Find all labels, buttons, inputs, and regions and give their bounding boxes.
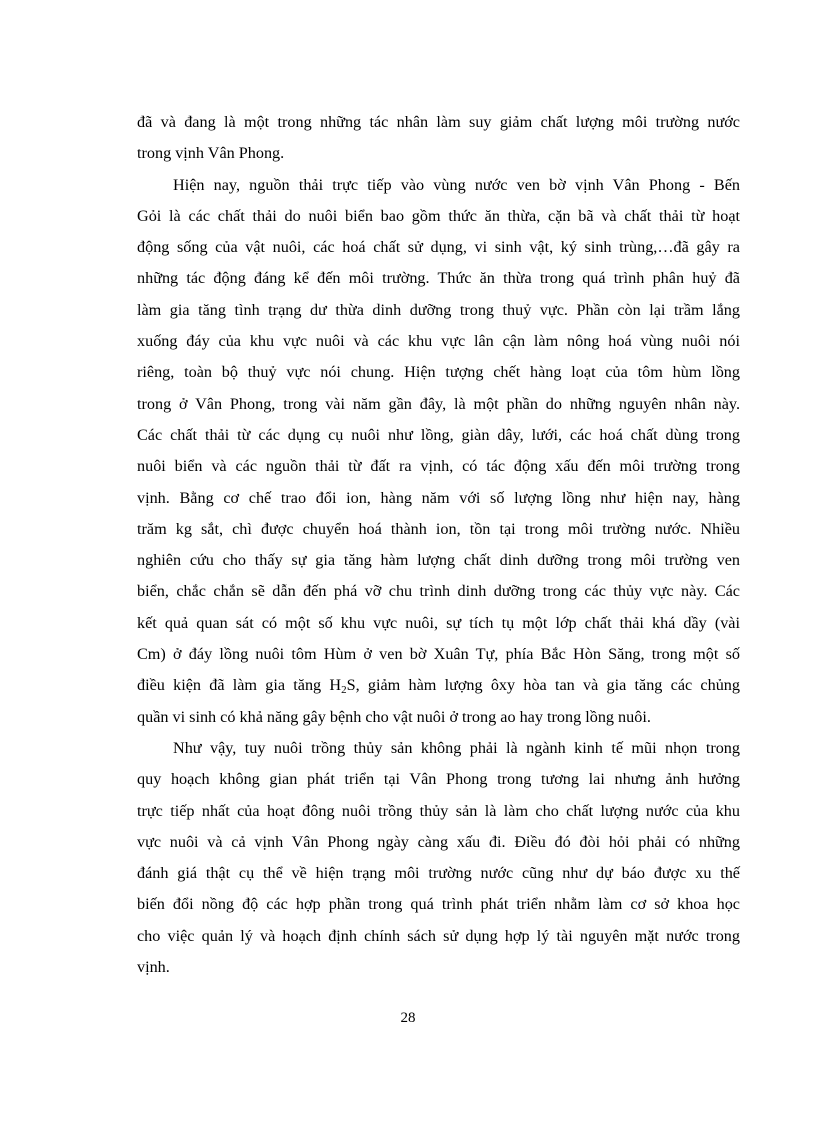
text-line: vịnh. — [137, 958, 170, 977]
text-line: Cm) ở đáy lồng nuôi tôm Hùm ở ven bờ Xuân Tự, phía Bắc Hòn Săng, trong một số — [137, 645, 740, 664]
text-line: vực nuôi và cả vịnh Vân Phong ngày càng xấu đi. Điều đó đòi hỏi phải có những — [137, 832, 740, 851]
text-line: Hiện nay, nguồn thải trực tiếp vào vùng nước ven bờ vịnh Vân Phong - Bến — [173, 175, 740, 194]
text-line: trong vịnh Vân Phong. — [137, 144, 285, 163]
text-line: xuống đáy của khu vực nuôi và các khu vực lân cận làm nông hoá vùng nuôi nói — [137, 332, 740, 351]
text-line: những tác động đáng kể đến môi trường. Thức ăn thừa trong quá trình phân huỷ đã — [137, 269, 740, 288]
text-line: riêng, toàn bộ thuỷ vực nói chung. Hiện tượng chết hàng loạt của tôm hùm lồng — [137, 363, 740, 382]
text-line: Như vậy, tuy nuôi trồng thủy sản không phải là ngành kinh tế mũi nhọn trong — [173, 738, 740, 757]
text-line: nghiên cứu cho thấy sự gia tăng hàm lượng chất dinh dưỡng trong môi trường ven — [137, 551, 740, 570]
text-line: biển, chắc chắn sẽ dẫn đến phá vỡ chu trình dinh dưỡng trong các thủy vực này. Các — [137, 582, 740, 601]
text-line: đánh giá thật cụ thể về hiện trạng môi trường nước cũng như dự báo được xu thế — [137, 864, 740, 883]
document-body — [137, 107, 740, 983]
text-line: cho việc quản lý và hoạch định chính sách sử dụng hợp lý tài nguyên mặt nước trong — [137, 926, 740, 945]
text-line: biến đổi nồng độ các hợp phần trong quá trình phát triển nhằm làm cơ sở khoa học — [137, 895, 740, 914]
text-line: Các chất thải từ các dụng cụ nuôi như lồng, giàn dây, lưới, các hoá chất dùng trong — [137, 425, 740, 444]
text-line: động sống của vật nuôi, các hoá chất sử dụng, vi sinh vật, ký sinh trùng,…đã gây ra — [137, 238, 740, 257]
page-number: 28 — [400, 1010, 416, 1026]
text-line: kết quả quan sát có một số khu vực nuôi, sự tích tụ một lớp chất thải khá dầy (vài — [137, 613, 740, 632]
text-line: trong ở Vân Phong, trong vài năm gần đây, là một phần do những nguyên nhân này. — [137, 394, 740, 413]
text-line: trăm kg sắt, chì được chuyển hoá thành ion, tồn tại trong môi trường nước. Nhiều — [137, 519, 740, 538]
text-line: Gỏi là các chất thải do nuôi biển bao gồm thức ăn thừa, cặn bã và chất thải từ hoạt — [137, 206, 740, 225]
text-line: vịnh. Bằng cơ chế trao đổi ion, hàng năm với số lượng lồng như hiện nay, hàng — [137, 488, 740, 507]
text-line: đã và đang là một trong những tác nhân làm suy giảm chất lượng môi trường nước — [137, 113, 740, 131]
text-line: điều kiện đã làm gia tăng $H_2S$, giảm hàm lượng ôxy hòa tan và gia tăng các chủng — [137, 676, 740, 697]
text-line: quần vi sinh có khả năng gây bệnh cho vật nuôi ở trong ao hay trong lồng nuôi. — [137, 707, 651, 726]
text-line: làm gia tăng tình trạng dư thừa dinh dưỡng trong thuỷ vực. Phần còn lại trầm lắng — [137, 300, 740, 319]
text-line: trực tiếp nhất của hoạt đông nuôi trồng thủy sản là làm cho chất lượng nước của khu — [137, 801, 740, 820]
text-line: quy hoạch không gian phát triển tại Vân Phong trong tương lai nhưng ảnh hưởng — [137, 770, 740, 789]
text-line: nuôi biển và các nguồn thải từ đất ra vịnh, có tác động xấu đến môi trường trong — [137, 457, 740, 476]
